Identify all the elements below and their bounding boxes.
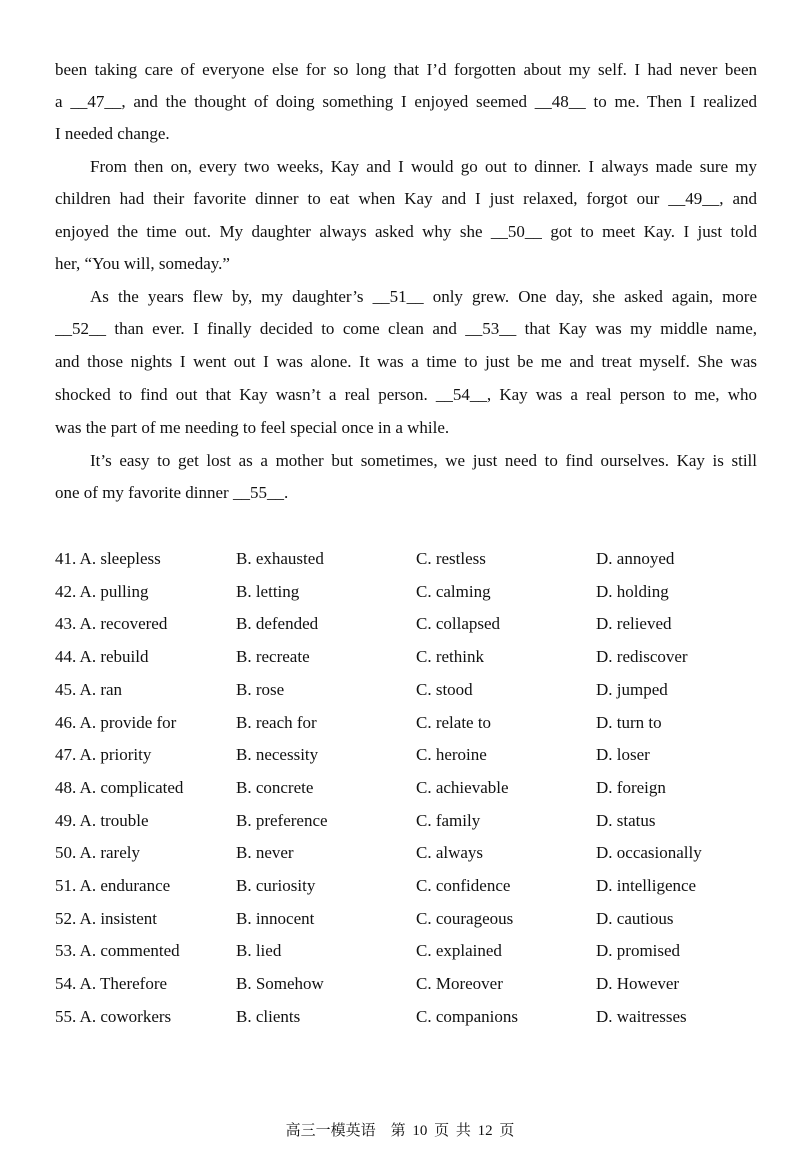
option-b: B. recreate <box>236 647 310 667</box>
option-c: C. rethink <box>416 647 484 667</box>
option-a: 41. A. sleepless <box>55 549 161 568</box>
option-c: C. family <box>416 810 481 830</box>
option-a: 44. A. rebuild <box>55 647 149 667</box>
option-d: D. However <box>596 974 680 994</box>
passage-line: been taking care of everyone else for so long that I’d forgotten about my self. I had never been <box>55 60 757 79</box>
option-b: B. lied <box>236 941 282 961</box>
option-a: 47. A. priority <box>55 745 152 765</box>
option-d: D. occasionally <box>596 843 702 863</box>
option-d: D. annoyed <box>596 549 675 568</box>
option-a: 42. A. pulling <box>55 581 149 601</box>
option-d: D. cautious <box>596 908 674 928</box>
passage-line: From then on, every two weeks, Kay and I would go out to dinner. I always made sure my <box>90 157 757 176</box>
option-b: B. letting <box>236 581 300 601</box>
passage-line: and those nights I went out I was alone. It was a time to just be me and treat myself. She was <box>55 352 757 371</box>
option-a: 50. A. rarely <box>55 843 140 863</box>
option-a: 46. A. provide for <box>55 712 177 732</box>
passage-line: enjoyed the time out. My daughter always asked why she __50__ got to meet Kay. I just told <box>55 222 757 241</box>
option-b: B. never <box>236 843 294 863</box>
option-c: C. always <box>416 843 484 863</box>
option-b: B. innocent <box>236 908 315 928</box>
option-c: C. courageous <box>416 908 514 928</box>
option-b: B. clients <box>236 1006 301 1026</box>
option-d: D. loser <box>596 745 650 765</box>
option-b: B. defended <box>236 614 319 634</box>
option-c: C. collapsed <box>416 614 501 634</box>
option-d: D. promised <box>596 941 681 961</box>
option-b: B. necessity <box>236 745 319 765</box>
option-a: 54. A. Therefore <box>55 974 168 994</box>
option-a: 53. A. commented <box>55 941 180 961</box>
option-d: D. turn to <box>596 712 662 732</box>
option-a: 55. A. coworkers <box>55 1006 172 1026</box>
option-b: B. preference <box>236 810 328 830</box>
passage-line: It’s easy to get lost as a mother but sometimes, we just need to find ourselves. Kay is still <box>90 451 757 470</box>
option-a: 43. A. recovered <box>55 614 168 634</box>
passage-line: her, “You will, someday.” <box>55 254 230 273</box>
option-d: D. intelligence <box>596 876 697 895</box>
option-c: C. relate to <box>416 712 492 732</box>
option-d: D. holding <box>596 581 669 601</box>
option-c: C. companions <box>416 1006 518 1026</box>
option-c: C. confidence <box>416 876 511 895</box>
option-b: B. curiosity <box>236 876 316 895</box>
option-c: C. calming <box>416 581 491 601</box>
passage-line: children had their favorite dinner to eat when Kay and I just relaxed, forgot our __49__, and <box>55 189 757 208</box>
passage-line: a __47__, and the thought of doing something I enjoyed seemed __48__ to me. Then I realized <box>55 92 757 111</box>
option-c: C. restless <box>416 549 486 568</box>
option-a: 48. A. complicated <box>55 777 184 797</box>
option-b: B. Somehow <box>236 974 324 994</box>
option-a: 51. A. endurance <box>55 876 171 895</box>
page-footer: 高三一模英语 第 10 页 共 12 页 <box>285 1123 515 1139</box>
option-d: D. foreign <box>596 777 666 797</box>
option-c: C. explained <box>416 941 502 961</box>
option-c: C. Moreover <box>416 974 503 994</box>
option-a: 52. A. insistent <box>55 908 158 928</box>
option-d: D. relieved <box>596 614 672 634</box>
option-c: C. stood <box>416 679 473 699</box>
option-c: C. achievable <box>416 777 509 797</box>
passage-line: As the years flew by, my daughter’s __51__ only grew. One day, she asked again, more <box>90 287 757 306</box>
passage-line: shocked to find out that Kay wasn’t a real person. __54__, Kay was a real person to me, who <box>55 385 757 404</box>
option-a: 45. A. ran <box>55 679 123 699</box>
option-d: D. status <box>596 810 656 830</box>
option-b: B. exhausted <box>236 549 324 568</box>
option-b: B. reach for <box>236 712 317 732</box>
passage-line: __52__ than ever. I finally decided to come clean and __53__ that Kay was my middle name, <box>55 319 757 338</box>
passage-line: I needed change. <box>55 124 170 143</box>
option-d: D. waitresses <box>596 1006 687 1026</box>
option-c: C. heroine <box>416 745 487 765</box>
passage-line: one of my favorite dinner __55__. <box>55 483 289 502</box>
option-d: D. jumped <box>596 679 668 699</box>
passage-line: was the part of me needing to feel special once in a while. <box>55 418 450 437</box>
option-d: D. rediscover <box>596 647 688 667</box>
option-b: B. rose <box>236 679 285 699</box>
option-b: B. concrete <box>236 777 314 797</box>
option-a: 49. A. trouble <box>55 810 149 830</box>
